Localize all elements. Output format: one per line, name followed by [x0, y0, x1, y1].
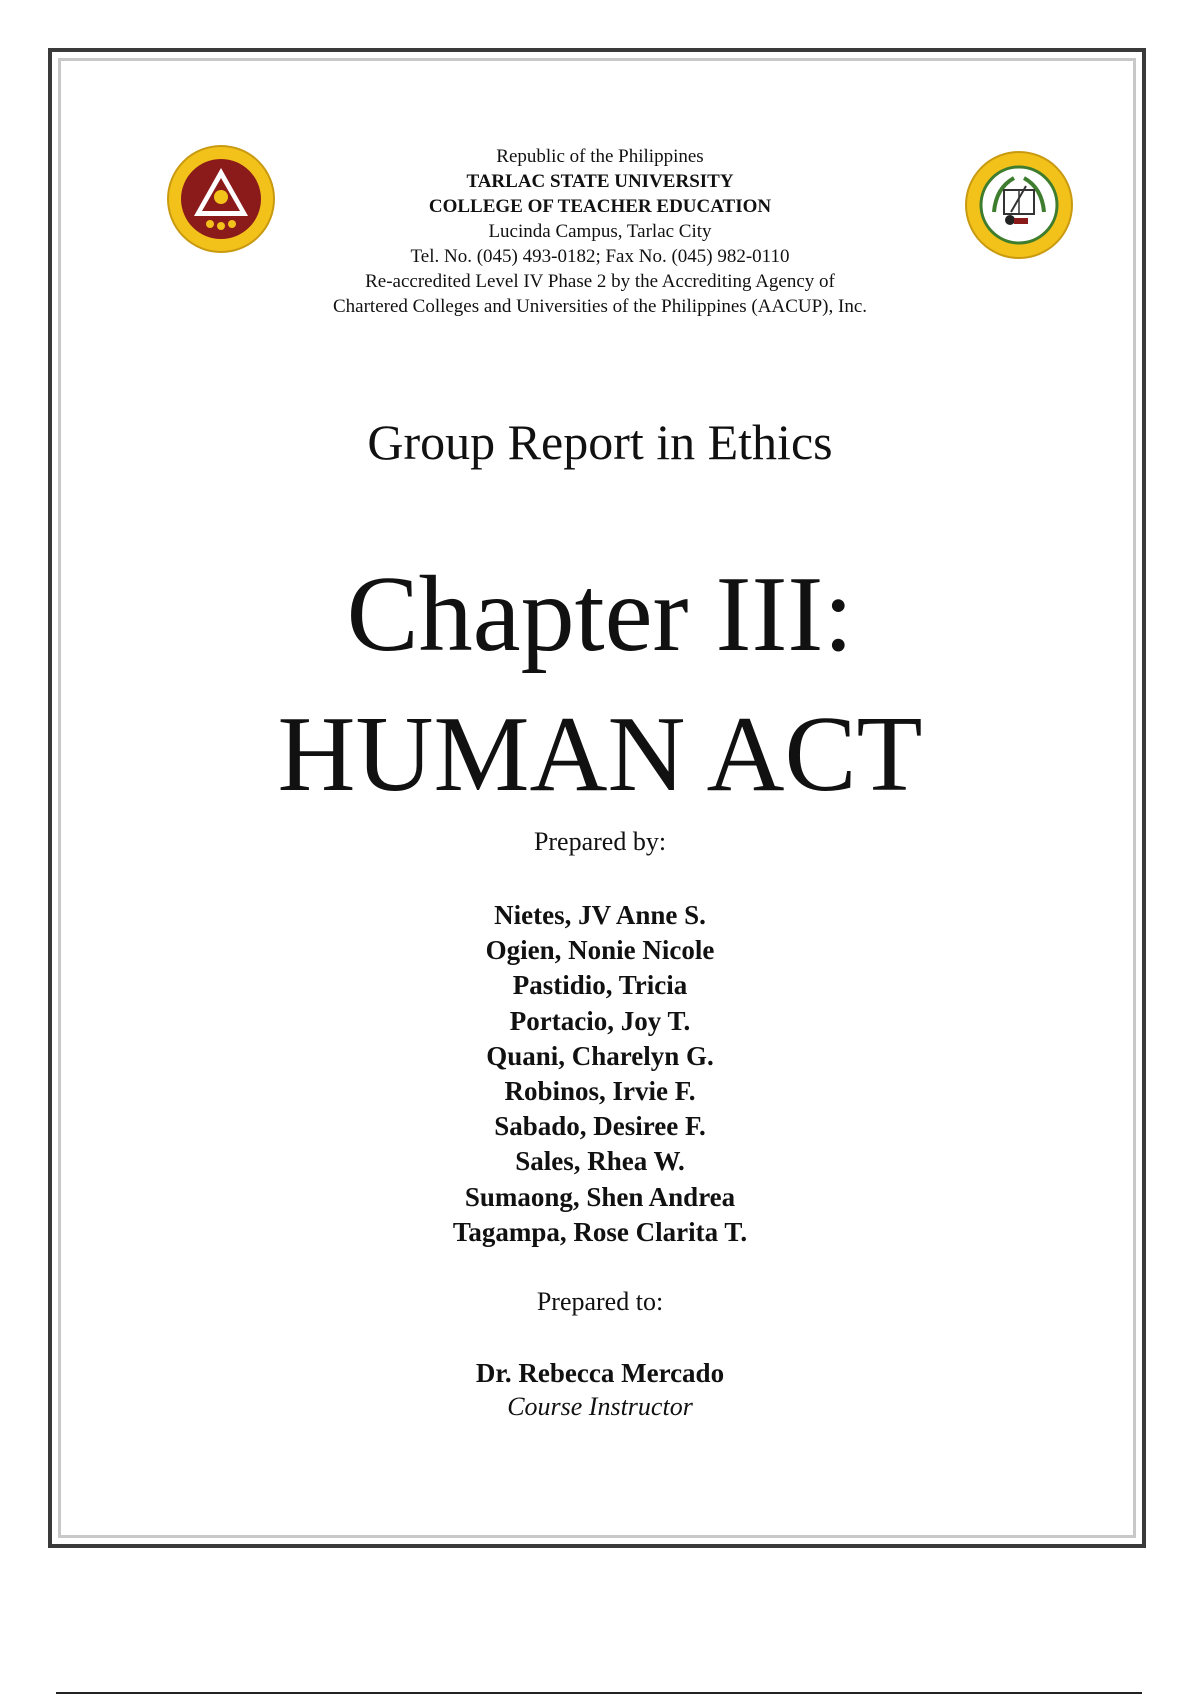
college-name: COLLEGE OF TEACHER EDUCATION — [428, 196, 772, 217]
member-name: Sumaong, Shen Andrea — [464, 1181, 736, 1212]
contact-line: Tel. No. (045) 493-0182; Fax No. (045) 982-0110 — [410, 246, 790, 267]
campus-line: Lucinda Campus, Tarlac City — [488, 221, 712, 242]
accreditation-line-1: Re-accredited Level IV Phase 2 by the Accrediting Agency of — [365, 271, 835, 292]
member-name: Tagampa, Rose Clarita T. — [452, 1216, 748, 1247]
university-name: TARLAC STATE UNIVERSITY — [466, 171, 734, 192]
prepared-to-label: Prepared to: — [536, 1287, 664, 1316]
accreditation-line-2: Chartered Colleges and Universities of the Philippines (AACUP), Inc. — [332, 296, 867, 317]
member-name: Pastidio, Tricia — [512, 970, 688, 1001]
member-name: Quani, Charelyn G. — [486, 1040, 714, 1071]
member-list — [0, 898, 1200, 1250]
member-name: Ogien, Nonie Nicole — [485, 935, 715, 966]
member-name: Robinos, Irvie F. — [504, 1076, 696, 1107]
chapter-subject: HUMAN ACT — [277, 695, 923, 814]
instructor-role: Course Instructor — [507, 1392, 693, 1421]
member-name: Sabado, Desiree F. — [494, 1111, 706, 1142]
prepared-by-label: Prepared by: — [533, 827, 667, 856]
footer-divider — [56, 1692, 1142, 1694]
instructor-name: Dr. Rebecca Mercado — [475, 1358, 725, 1388]
report-title: Group Report in Ethics — [367, 414, 833, 470]
chapter-heading: Chapter III: — [346, 555, 854, 674]
member-name: Portacio, Joy T. — [509, 1005, 691, 1036]
member-name: Sales, Rhea W. — [515, 1146, 685, 1177]
institution-header — [0, 144, 1200, 319]
republic-line: Republic of the Philippines — [496, 146, 704, 167]
member-name: Nietes, JV Anne S. — [494, 900, 706, 930]
